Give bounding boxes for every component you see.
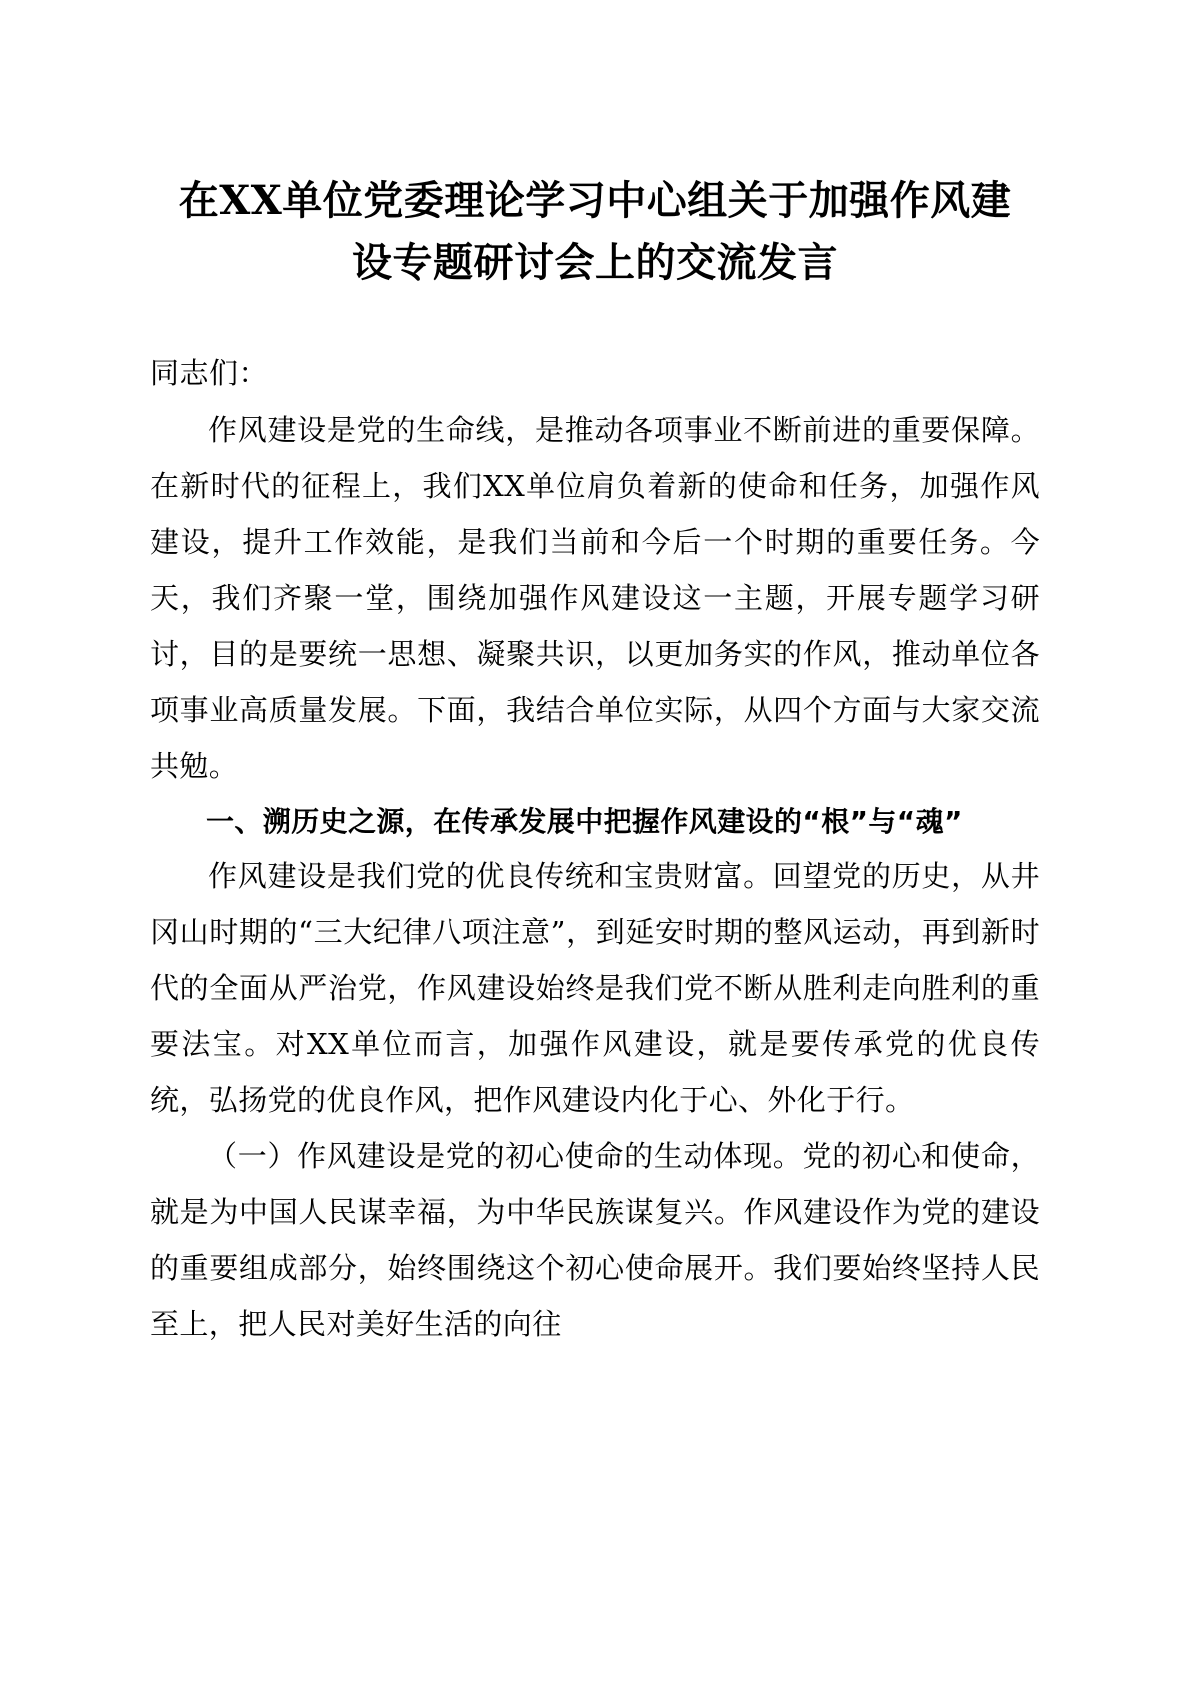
salutation: 同志们：: [150, 356, 269, 390]
page-title: 在XX单位党委理论学习中心组关于加强作风建设专题研讨会上的交流发言: [178, 177, 1012, 286]
body-paragraph: （一）作风建设是党的初心使命的生动体现。党的初心和使命，就是为中国人民谋幸福，为中华民族谋复兴。作风建设作为党的建设的重要组成部分，始终围绕这个初心使命展开。我们要始终坚持人民至上，把人民对美好生活的向往: [150, 1138, 1040, 1341]
body-paragraph: 作风建设是党的生命线，是推动各项事业不断前进的重要保障。在新时代的征程上，我们XX单位肩负着新的使命和任务，加强作风建设，提升工作效能，是我们当前和今后一个时期的重要任务。今天，我们齐聚一堂，围绕加强作风建设这一主题，开展专题学习研讨，目的是要统一思想、凝聚共识，以更加务实的作风，推动单位各项事业高质量发展。下面，我结合单位实际，从四个方面与大家交流共勉。: [150, 413, 1040, 783]
section-heading: 一、溯历史之源，在传承发展中把握作风建设的“根”与“魂”: [206, 804, 963, 838]
body-paragraph: 作风建设是我们党的优良传统和宝贵财富。回望党的历史，从井冈山时期的“三大纪律八项注意”，到延安时期的整风运动，再到新时代的全面从严治党，作风建设始终是我们党不断从胜利走向胜利的重要法宝。对XX单位而言，加强作风建设，就是要传承党的优良传统，弘扬党的优良作风，把作风建设内化于心、外化于行。: [150, 858, 1040, 1117]
